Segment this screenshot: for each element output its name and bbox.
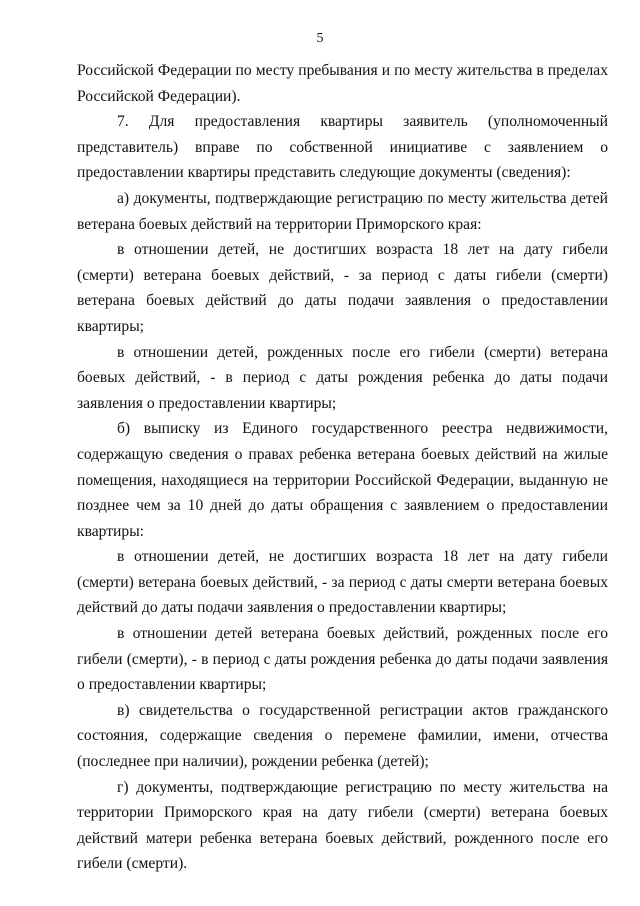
- paragraph-continuation: Российской Федерации по месту пребывания и по месту жительства в пределах Российской Федерации).: [77, 62, 608, 105]
- paragraph-subitem-a-minors: в отношении детей, не достигших возраста 18 лет на дату гибели (смерти) ветерана боевых действий, - за период с даты гибели (смерти) ветерана боевых действий до даты подачи заявления о предоставлении квартиры;: [77, 241, 608, 335]
- paragraph-subitem-v: в) свидетельства о государственной регистрации актов гражданского состояния, содержащие сведения о перемене фамилии, имени, отчества (последнее при наличии), рождении ребенка (детей);: [77, 701, 608, 771]
- paragraph-subitem-b-minors: в отношении детей, не достигших возраста 18 лет на дату гибели (смерти) ветерана боевых действий, - за период с даты смерти ветерана боевых действий до даты подачи заявления о предоставлении квартиры;: [77, 548, 608, 617]
- paragraph-subitem-a-born-after: в отношении детей, рожденных после его гибели (смерти) ветерана боевых действий, - в период с даты рождения ребенка до даты подачи заявления о предоставлении квартиры;: [77, 343, 608, 412]
- paragraph-subitem-g: г) документы, подтверждающие регистрацию по месту жительства на территории Приморского края на дату гибели (смерти) ветерана боевых действий матери ребенка ветерана боевых действий, рожденного после его гибели (смерти).: [77, 778, 608, 873]
- document-body: [77, 58, 608, 877]
- paragraph-item-7: 7. Для предоставления квартиры заявитель (уполномоченный представитель) вправе по собственной инициативе с заявлением о предоставлении квартиры представить следующие документы (сведения):: [77, 113, 608, 182]
- paragraph-subitem-b-born-after: в отношении детей ветерана боевых действий, рожденных после его гибели (смерти), - в период с даты рождения ребенка до даты подачи заявления о предоставлении квартиры;: [77, 625, 608, 694]
- page-number: 5: [316, 31, 324, 46]
- paragraph-subitem-b: б) выписку из Единого государственного реестра недвижимости, содержащую сведения о правах ребенка ветерана боевых действий на жилые помещения, находящиеся на территории Российской Федерации, выданную не позднее чем за 10 дней до даты обращения с заявлением о предоставлении квартиры:: [77, 420, 608, 540]
- paragraph-subitem-a: а) документы, подтверждающие регистрацию по месту жительства детей ветерана боевых действий на территории Приморского края:: [77, 189, 608, 233]
